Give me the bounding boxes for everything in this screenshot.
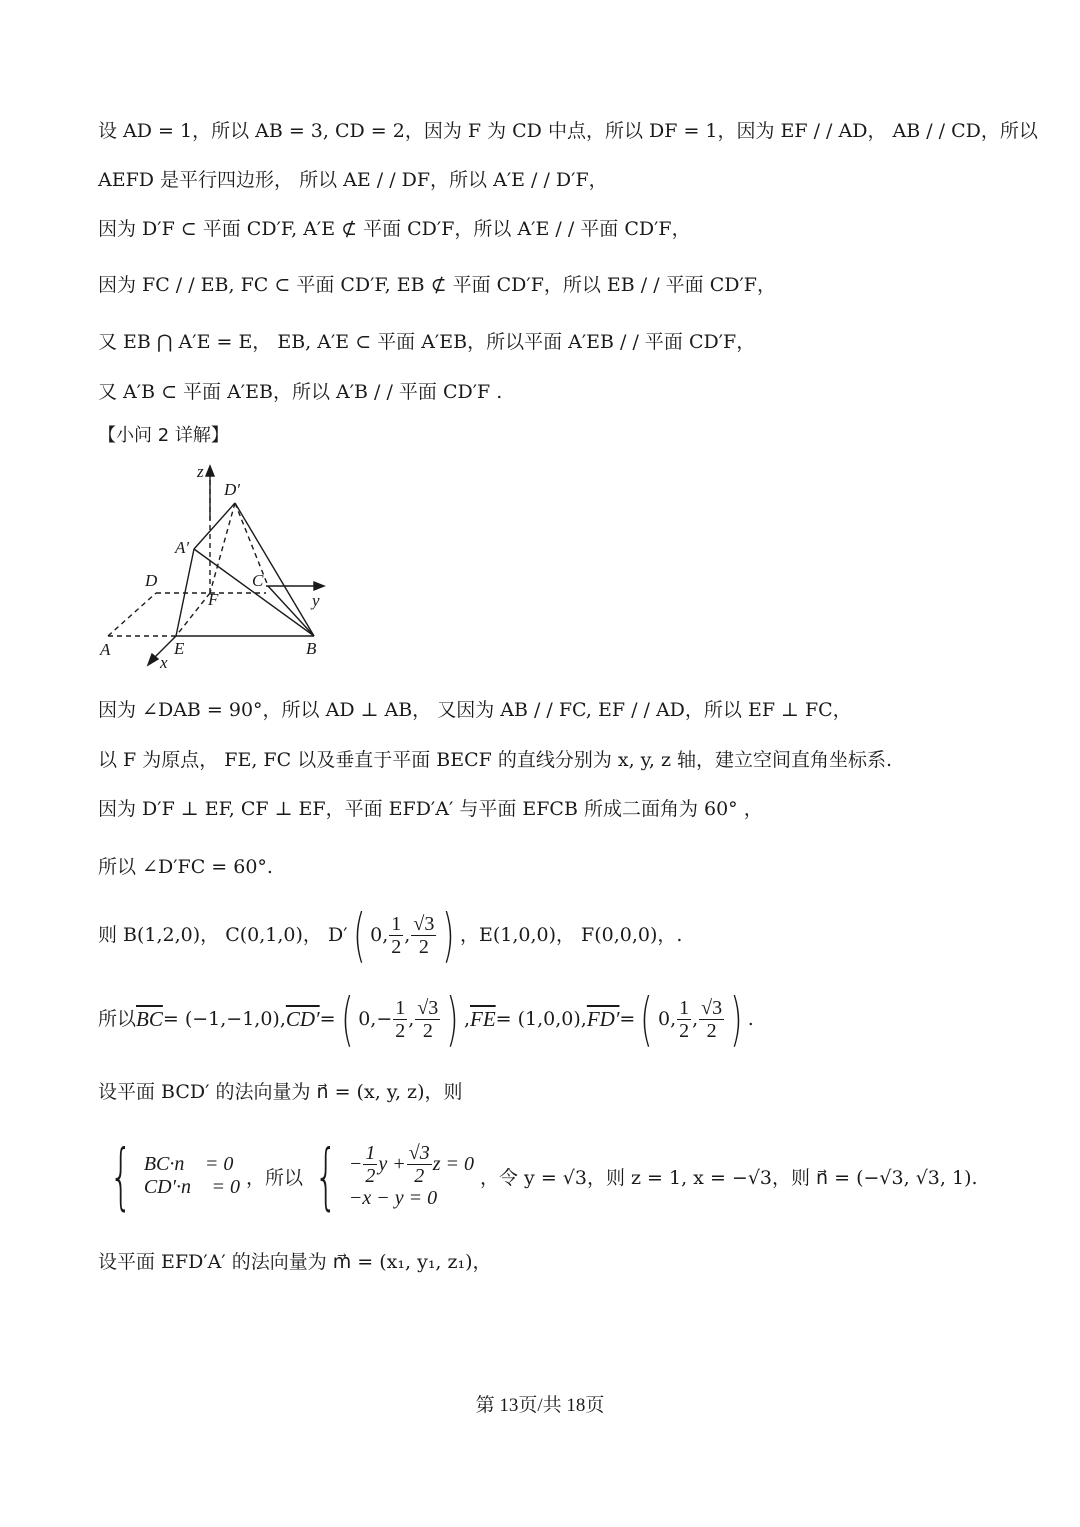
label-b: B: [306, 639, 317, 658]
frac-den: 2: [418, 935, 429, 958]
fraction-sqrt3-half: [411, 913, 436, 958]
z-term: z = 0: [432, 1153, 474, 1175]
therefore-text: ，所以: [246, 1166, 304, 1189]
open-paren: (: [640, 985, 653, 1053]
coords-suffix: ，E(1,0,0)， F(0,0,0)，.: [459, 924, 683, 946]
text-line-3: 因为 D′F ⊂ 平面 CD′F, A′E ⊄ 平面 CD′F，所以 A′E / / 平面 CD′F，: [98, 218, 691, 240]
frac-den: 2: [679, 1019, 690, 1042]
fraction-sqrt3-half: [407, 1142, 432, 1187]
frac-num: 1: [365, 1142, 376, 1164]
vectors-line: [98, 985, 754, 1053]
system-1: [144, 1153, 240, 1199]
label-d: D: [145, 571, 158, 590]
frac-num: √3: [701, 996, 723, 1019]
text-line-5: 又 EB ⋂ A′E = E， EB, A′E ⊂ 平面 A′EB，所以平面 A′EB / / 平面 CD′F，: [98, 331, 756, 353]
label-c: C: [252, 571, 264, 590]
vector-cd-prime-start: 0,−: [358, 1008, 393, 1030]
system-2-row-2: −x − y = 0: [348, 1187, 438, 1209]
period: .: [747, 1008, 754, 1030]
left-brace: {: [314, 1134, 338, 1218]
text-line-10: 所以 ∠D′FC = 60°.: [98, 856, 273, 878]
text-line-2: AEFD 是平行四边形， 所以 AE / / DF，所以 A′E / / D′F，: [98, 169, 608, 191]
equals-sign: =: [619, 1008, 636, 1030]
vector-bc-value: = (−1,−1,0),: [162, 1008, 286, 1030]
label-y: y: [312, 591, 320, 610]
frac-den: 2: [422, 1019, 433, 1042]
text-line-15: 设平面 EFD′A′ 的法向量为 m⃗ = (x₁, y₁, z₁)，: [98, 1251, 492, 1273]
label-z: z: [197, 462, 204, 481]
coords-d-start: 0,: [370, 924, 389, 946]
coords-prefix: 则 B(1,2,0)， C(0,1,0)， D′: [98, 924, 348, 946]
label-x: x: [160, 653, 168, 672]
text-line-9: 因为 D′F ⊥ EF, CF ⊥ EF，平面 EFD′A′ 与平面 EFCB 所成二面角为 60° ，: [98, 798, 763, 820]
text-line-13: 设平面 BCD′ 的法向量为 n⃗ = (x, y, z)，则: [98, 1081, 463, 1103]
fraction-half: [389, 913, 403, 958]
close-paren: ): [730, 985, 743, 1053]
y-term: y +: [378, 1153, 406, 1175]
vectors-prefix: 所以: [98, 1008, 137, 1030]
comma: ,: [408, 1008, 415, 1030]
frac-den: 2: [706, 1019, 717, 1042]
system-2-row-1: [349, 1142, 474, 1187]
vector-fd-prime: FD′: [586, 1007, 620, 1031]
fraction-sqrt3-half: [699, 997, 724, 1042]
text-line-6: 又 A′B ⊂ 平面 A′EB，所以 A′B / / 平面 CD′F .: [98, 381, 503, 403]
vector-bc: $\overline{BC}$: [136, 1007, 163, 1031]
frac-den: 2: [365, 1165, 376, 1187]
system-2: [349, 1142, 474, 1210]
label-a: A: [100, 640, 111, 659]
frac-den: 2: [414, 1165, 425, 1187]
vector-fe-value: = (1,0,0),: [495, 1008, 587, 1030]
text-line-1: 设 AD = 1，所以 AB = 3, CD = 2，因为 F 为 CD 中点，所以 DF = 1，因为 EF / / AD， AB / / CD，所以: [98, 120, 1038, 142]
close-paren: ): [442, 901, 455, 969]
vector-fe: $\overline{FE}$: [470, 1007, 496, 1031]
frac-den: 2: [391, 935, 402, 958]
text-line-7: 因为 ∠DAB = 90°，所以 AD ⊥ AB， 又因为 AB / / FC, EF / / AD，所以 EF ⊥ FC，: [98, 699, 852, 721]
frac-den: 2: [395, 1019, 406, 1042]
comma: ,: [463, 1008, 470, 1030]
label-d-prime: D′: [224, 480, 240, 499]
frac-num: 1: [391, 912, 402, 935]
equation-system-line: [98, 1134, 978, 1218]
fraction-half: [363, 1142, 377, 1187]
frac-num: 1: [679, 996, 690, 1019]
label-e: E: [174, 639, 185, 658]
equals-sign: =: [319, 1008, 336, 1030]
fraction-half: [393, 997, 407, 1042]
fraction-half: [677, 997, 691, 1042]
text-line-8: 以 F 为原点， FE, FC 以及垂直于平面 BECF 的直线分别为 x, y, z 轴，建立空间直角坐标系.: [98, 749, 893, 771]
section-title: 【小问 2 详解】: [98, 425, 229, 446]
label-a-prime: A′: [175, 538, 190, 557]
fraction-sqrt3-half: [415, 997, 440, 1042]
label-f: F: [208, 590, 219, 609]
frac-num: 1: [395, 996, 406, 1019]
frac-num: √3: [408, 1142, 430, 1164]
vector-cd-prime: CD′: [285, 1007, 320, 1031]
minus-sign: −: [348, 1153, 363, 1175]
comma: ,: [692, 1008, 699, 1030]
open-paren: (: [340, 985, 354, 1053]
close-paren: ): [446, 985, 459, 1053]
system-1-row-1: BC·n⃗ = 0: [143, 1153, 234, 1175]
open-paren: (: [352, 901, 366, 969]
system-1-row-2: CD′·n⃗ = 0: [143, 1176, 241, 1198]
page-footer: 第 13页/共 18页: [475, 1395, 605, 1416]
frac-num: √3: [413, 912, 435, 935]
coordinates-line: 则 B(1,2,0)， C(0,1,0)， D′ ( 0, $\frac{1}{2}$ , $\frac{√3}{2}$ ) ，E(1,0,0)， F(0,0,0)，.: [98, 901, 683, 969]
left-brace: {: [109, 1134, 133, 1218]
solution-text: ，令 y = √3，则 z = 1, x = −√3，则 n⃗ = (−√3, √3, 1).: [480, 1166, 978, 1189]
text-line-4: 因为 FC / / EB, FC ⊂ 平面 CD′F, EB ⊄ 平面 CD′F，所以 EB / / 平面 CD′F，: [98, 274, 776, 296]
vector-fd-prime-start: 0,: [657, 1008, 677, 1030]
geometry-figure: [96, 460, 336, 675]
frac-num: √3: [417, 996, 439, 1019]
